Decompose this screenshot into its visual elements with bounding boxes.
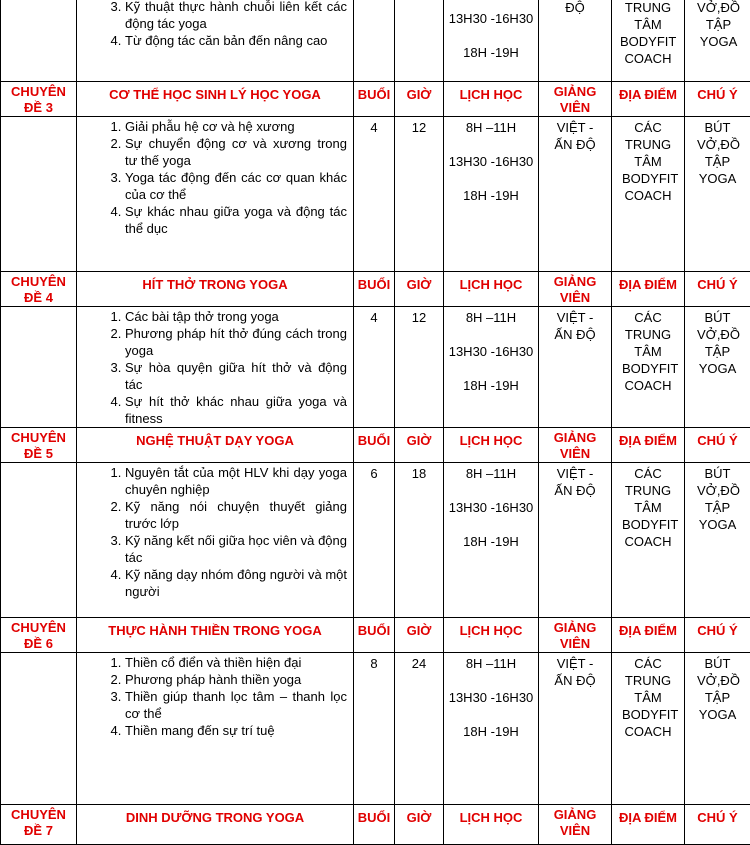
note-header: CHÚ Ý bbox=[685, 428, 750, 463]
list-item: 2. Phương pháp hít thở đúng cách trong yoga bbox=[125, 325, 353, 359]
topic-title: NGHỆ THUẬT DẠY YOGA bbox=[77, 428, 354, 463]
note-cell bbox=[685, 0, 750, 82]
topic-items-cell bbox=[77, 117, 354, 272]
schedule-header: LỊCH HỌC bbox=[444, 805, 539, 845]
location-header: ĐỊA ĐIỂM bbox=[612, 618, 685, 653]
hours-cell: 12 bbox=[395, 307, 444, 428]
lecturer-header: GIẢNG VIÊN bbox=[539, 272, 612, 307]
schedule-slot: 8H –11H bbox=[444, 119, 538, 153]
lecturer-header: GIẢNG VIÊN bbox=[539, 805, 612, 845]
location-cell: CÁC TRUNG TÂM BODYFIT COACH bbox=[612, 117, 685, 272]
hours-cell: 18 bbox=[395, 463, 444, 618]
lecturer-header: GIẢNG VIÊN bbox=[539, 428, 612, 463]
topic-content-row bbox=[1, 117, 750, 272]
location-header: ĐỊA ĐIỂM bbox=[612, 82, 685, 117]
sessions-header: BUỔI bbox=[354, 805, 395, 845]
note-header: CHÚ Ý bbox=[685, 805, 750, 845]
list-item: 1. Giải phẫu hệ cơ và hệ xương bbox=[125, 118, 353, 135]
list-item: 4. Sự khác nhau giữa yoga và động tác thể dục bbox=[125, 203, 353, 237]
list-item: 3. Sự hòa quyện giữa hít thở và động tác bbox=[125, 359, 353, 393]
lecturer-cell: VIỆT - ẤN ĐỘ bbox=[539, 307, 612, 428]
list-item: 1. Thiền cổ điển và thiền hiện đại bbox=[125, 654, 353, 671]
topic-title: THỰC HÀNH THIỀN TRONG YOGA bbox=[77, 618, 354, 653]
note-cell: BÚT VỞ,ĐỒ TẬP YOGA bbox=[685, 307, 750, 428]
topic-label: CHUYÊN ĐỀ 3 bbox=[1, 82, 77, 117]
list-item: 4. Từ động tác căn bản đến nâng cao bbox=[125, 32, 353, 49]
topic-label: CHUYÊN ĐỀ 5 bbox=[1, 428, 77, 463]
topic-title: HÍT THỞ TRONG YOGA bbox=[77, 272, 354, 307]
topic-label: CHUYÊN ĐỀ 7 bbox=[1, 805, 77, 845]
sessions-cell: 4 bbox=[354, 307, 395, 428]
topic-content-row bbox=[1, 653, 750, 805]
hours-cell: 12 bbox=[395, 117, 444, 272]
note-header: CHÚ Ý bbox=[685, 272, 750, 307]
location-header: ĐỊA ĐIỂM bbox=[612, 272, 685, 307]
schedule-slot: 13H30 -16H30 bbox=[444, 10, 538, 44]
schedule-slot: 18H -19H bbox=[444, 377, 538, 411]
note-text: VỞ,ĐỒ TẬP YOGA bbox=[695, 0, 742, 50]
location-cell: CÁC TRUNG TÂM BODYFIT COACH bbox=[612, 307, 685, 428]
location-header: ĐỊA ĐIỂM bbox=[612, 428, 685, 463]
schedule-slot: 13H30 -16H30 bbox=[444, 689, 538, 723]
topic-items-cell bbox=[77, 0, 354, 82]
list-item: 3. Kỹ thuật thực hành chuỗi liên kết các động tác yoga bbox=[125, 0, 353, 32]
schedule-slot: 18H -19H bbox=[444, 44, 538, 78]
lecturer-cell: VIỆT - ẤN ĐỘ bbox=[539, 117, 612, 272]
topic-header-row bbox=[1, 82, 750, 117]
topic-header-row bbox=[1, 618, 750, 653]
schedule-header: LỊCH HỌC bbox=[444, 82, 539, 117]
sessions-header: BUỔI bbox=[354, 428, 395, 463]
list-item: 3. Thiền giúp thanh lọc tâm – thanh lọc cơ thể bbox=[125, 688, 353, 722]
list-item: 3. Kỹ năng kết nối giữa học viên và động tác bbox=[125, 532, 353, 566]
list-item: 2. Kỹ năng nói chuyện thuyết giảng trước lớp bbox=[125, 498, 353, 532]
topic-title: DINH DƯỠNG TRONG YOGA bbox=[77, 805, 354, 845]
schedule-header: LỊCH HỌC bbox=[444, 272, 539, 307]
topic-content-row bbox=[1, 307, 750, 428]
lecturer-cell: VIỆT - ẤN ĐỘ bbox=[539, 653, 612, 805]
schedule-slot: 18H -19H bbox=[444, 187, 538, 221]
schedule-slot: 18H -19H bbox=[444, 533, 538, 567]
lecturer-header: GIẢNG VIÊN bbox=[539, 82, 612, 117]
topic-label: CHUYÊN ĐỀ 4 bbox=[1, 272, 77, 307]
topic-label-cell bbox=[1, 653, 77, 805]
topic-header-row bbox=[1, 805, 750, 845]
list-item: 3. Yoga tác động đến các cơ quan khác của cơ thể bbox=[125, 169, 353, 203]
sessions-cell: 8 bbox=[354, 653, 395, 805]
sessions-header: BUỔI bbox=[354, 272, 395, 307]
sessions-cell: 4 bbox=[354, 117, 395, 272]
location-cell: CÁC TRUNG TÂM BODYFIT COACH bbox=[612, 463, 685, 618]
note-cell: BÚT VỞ,ĐỒ TẬP YOGA bbox=[685, 653, 750, 805]
topic-title: CƠ THỂ HỌC SINH LÝ HỌC YOGA bbox=[77, 82, 354, 117]
schedule-slot: 13H30 -16H30 bbox=[444, 499, 538, 533]
hours-cell bbox=[395, 0, 444, 82]
topic-label-cell bbox=[1, 463, 77, 618]
topic-content-row bbox=[1, 463, 750, 618]
topic-label-cell bbox=[1, 307, 77, 428]
topic-header-row bbox=[1, 272, 750, 307]
topic-label: CHUYÊN ĐỀ 6 bbox=[1, 618, 77, 653]
hours-header: GIỜ bbox=[395, 82, 444, 117]
list-item: 2. Phương pháp hành thiền yoga bbox=[125, 671, 353, 688]
lecturer-cell bbox=[539, 0, 612, 82]
schedule-slot: 13H30 -16H30 bbox=[444, 153, 538, 187]
schedule-slot: 13H30 -16H30 bbox=[444, 343, 538, 377]
lecturer-text: ĐỘ bbox=[539, 0, 611, 16]
schedule-slot: 8H –11H bbox=[444, 309, 538, 343]
lecturer-cell: VIỆT - ẤN ĐỘ bbox=[539, 463, 612, 618]
hours-cell: 24 bbox=[395, 653, 444, 805]
topic-items-cell bbox=[77, 653, 354, 805]
location-cell: CÁC TRUNG TÂM BODYFIT COACH bbox=[612, 653, 685, 805]
list-item: 1. Nguyên tắt của một HLV khi dạy yoga chuyên nghiệp bbox=[125, 464, 353, 498]
schedule-slot: 18H -19H bbox=[444, 723, 538, 757]
list-item: 4. Thiền mang đến sự trí tuệ bbox=[125, 722, 353, 739]
lecturer-header: GIẢNG VIÊN bbox=[539, 618, 612, 653]
topic-header-row bbox=[1, 428, 750, 463]
sessions-cell: 6 bbox=[354, 463, 395, 618]
note-cell: BÚT VỞ,ĐỒ TẬP YOGA bbox=[685, 463, 750, 618]
note-cell: BÚT VỞ,ĐỒ TẬP YOGA bbox=[685, 117, 750, 272]
list-item: 4. Sự hít thở khác nhau giữa yoga và fitness bbox=[125, 393, 353, 427]
schedule-cell bbox=[444, 0, 539, 82]
sessions-header: BUỔI bbox=[354, 82, 395, 117]
location-cell bbox=[612, 0, 685, 82]
schedule-cell bbox=[444, 117, 539, 272]
topic-label-cell bbox=[1, 0, 77, 82]
schedule-slot: 8H –11H bbox=[444, 465, 538, 499]
hours-header: GIỜ bbox=[395, 805, 444, 845]
hours-header: GIỜ bbox=[395, 618, 444, 653]
schedule-slot: 8H –11H bbox=[444, 655, 538, 689]
list-item: 2. Sự chuyển động cơ và xương trong tư thế yoga bbox=[125, 135, 353, 169]
sessions-header: BUỔI bbox=[354, 618, 395, 653]
sessions-cell bbox=[354, 0, 395, 82]
schedule-cell bbox=[444, 463, 539, 618]
topic-items-cell bbox=[77, 307, 354, 428]
hours-header: GIỜ bbox=[395, 272, 444, 307]
list-item: 4. Kỹ năng dạy nhóm đông người và một người bbox=[125, 566, 353, 600]
list-item: 1. Các bài tập thở trong yoga bbox=[125, 308, 353, 325]
schedule-cell bbox=[444, 307, 539, 428]
schedule-header: LỊCH HỌC bbox=[444, 618, 539, 653]
location-text: TRUNG TÂM BODYFIT COACH bbox=[620, 0, 676, 67]
topic-items-cell bbox=[77, 463, 354, 618]
note-header: CHÚ Ý bbox=[685, 618, 750, 653]
schedule-header: LỊCH HỌC bbox=[444, 428, 539, 463]
location-header: ĐỊA ĐIỂM bbox=[612, 805, 685, 845]
topic-2-content-row bbox=[1, 0, 750, 82]
hours-header: GIỜ bbox=[395, 428, 444, 463]
schedule-cell bbox=[444, 653, 539, 805]
topic-label-cell bbox=[1, 117, 77, 272]
note-header: CHÚ Ý bbox=[685, 82, 750, 117]
